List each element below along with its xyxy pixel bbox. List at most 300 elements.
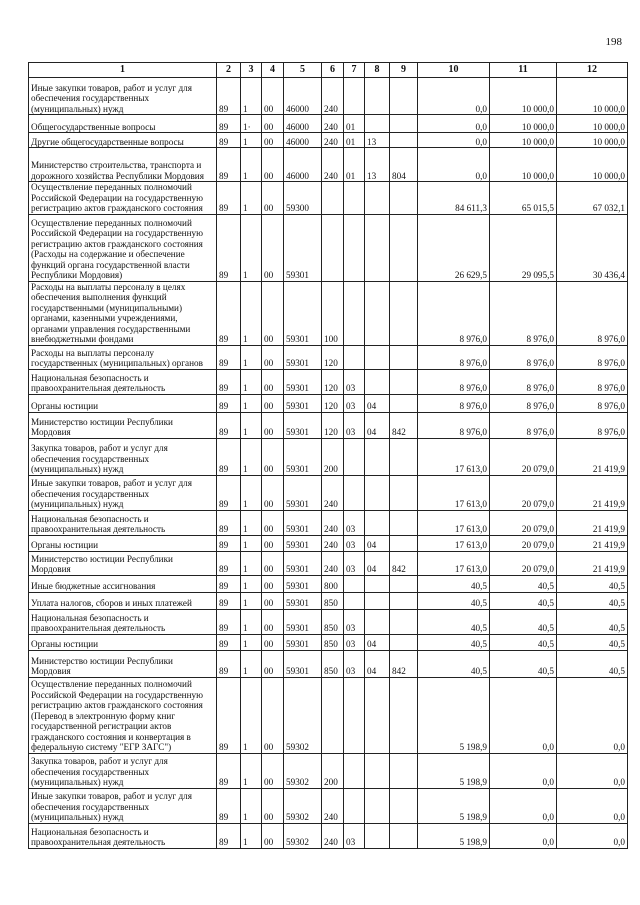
code-cell: 04 [365, 551, 390, 575]
code-cell [390, 438, 418, 475]
code-cell: 1 [241, 345, 262, 369]
code-cell: 89 [217, 475, 241, 510]
table-row [29, 133, 628, 148]
code-cell: 240 [322, 133, 344, 148]
amount-cell: 40,5 [557, 650, 628, 677]
column-header: 3 [241, 63, 262, 78]
code-cell: 00 [262, 182, 284, 215]
code-cell: 46000 [284, 115, 322, 133]
code-cell: 03 [344, 510, 365, 535]
amount-cell: 0,0 [490, 788, 557, 823]
row-name-cell: Иные закупки товаров, работ и услуг для обеспечения государственных (муниципальных) нужд [29, 475, 217, 510]
code-cell: 1 [241, 148, 262, 182]
table-row [29, 677, 628, 753]
code-cell [344, 214, 365, 281]
column-header: 10 [418, 63, 490, 78]
code-cell: 89 [217, 78, 241, 115]
amount-cell: 29 095,5 [490, 214, 557, 281]
code-cell: 850 [322, 634, 344, 650]
code-cell: 1 [241, 369, 262, 394]
code-cell [365, 345, 390, 369]
amount-cell: 10 000,0 [557, 115, 628, 133]
amount-cell: 40,5 [418, 609, 490, 634]
code-cell: 59301 [284, 281, 322, 345]
row-name-cell: Другие общегосударственные вопросы [29, 133, 217, 148]
code-cell: 59301 [284, 592, 322, 609]
code-cell: 89 [217, 394, 241, 412]
code-cell [365, 281, 390, 345]
amount-cell: 5 198,9 [418, 677, 490, 753]
amount-cell: 8 976,0 [490, 394, 557, 412]
code-cell: 00 [262, 677, 284, 753]
code-cell: 120 [322, 412, 344, 438]
amount-cell: 40,5 [418, 650, 490, 677]
row-name-cell: Органы юстиции [29, 535, 217, 551]
amount-cell: 40,5 [557, 634, 628, 650]
code-cell: 240 [322, 788, 344, 823]
code-cell [390, 788, 418, 823]
code-cell: 1 [241, 281, 262, 345]
code-cell: 00 [262, 281, 284, 345]
table-row [29, 182, 628, 215]
code-cell [344, 575, 365, 592]
code-cell: 01 [344, 133, 365, 148]
code-cell: 59302 [284, 788, 322, 823]
amount-cell: 40,5 [418, 634, 490, 650]
code-cell: 00 [262, 438, 284, 475]
code-cell: 03 [344, 650, 365, 677]
row-name-cell: Органы юстиции [29, 394, 217, 412]
amount-cell: 0,0 [557, 823, 628, 848]
code-cell [322, 182, 344, 215]
column-header: 12 [557, 63, 628, 78]
code-cell: 03 [344, 634, 365, 650]
code-cell [365, 823, 390, 848]
code-cell: 1 [241, 788, 262, 823]
code-cell [365, 78, 390, 115]
amount-cell: 10 000,0 [490, 78, 557, 115]
table-row [29, 345, 628, 369]
code-cell: 1 [241, 438, 262, 475]
code-cell: 04 [365, 634, 390, 650]
amount-cell: 20 079,0 [490, 535, 557, 551]
code-cell: 00 [262, 650, 284, 677]
amount-cell: 0,0 [418, 148, 490, 182]
amount-cell: 26 629,5 [418, 214, 490, 281]
code-cell [390, 115, 418, 133]
code-cell: 04 [365, 412, 390, 438]
code-cell [322, 214, 344, 281]
code-cell: 1 [241, 394, 262, 412]
column-header: 8 [365, 63, 390, 78]
amount-cell: 17 613,0 [418, 535, 490, 551]
amount-cell: 8 976,0 [557, 394, 628, 412]
code-cell: 89 [217, 438, 241, 475]
amount-cell: 0,0 [490, 753, 557, 788]
code-cell: 89 [217, 592, 241, 609]
amount-cell: 40,5 [490, 634, 557, 650]
code-cell: 89 [217, 345, 241, 369]
code-cell: 1 [241, 634, 262, 650]
code-cell [344, 677, 365, 753]
code-cell: 240 [322, 475, 344, 510]
code-cell: 200 [322, 753, 344, 788]
code-cell: 89 [217, 753, 241, 788]
amount-cell: 5 198,9 [418, 823, 490, 848]
code-cell: 842 [390, 650, 418, 677]
code-cell: 00 [262, 475, 284, 510]
code-cell: 804 [390, 148, 418, 182]
amount-cell: 0,0 [557, 677, 628, 753]
code-cell: 46000 [284, 78, 322, 115]
code-cell: 59301 [284, 575, 322, 592]
code-cell [365, 788, 390, 823]
code-cell: 13 [365, 133, 390, 148]
amount-cell: 21 419,9 [557, 551, 628, 575]
code-cell: 00 [262, 551, 284, 575]
code-cell: 03 [344, 535, 365, 551]
code-cell: 59301 [284, 650, 322, 677]
amount-cell: 0,0 [418, 133, 490, 148]
code-cell: 800 [322, 575, 344, 592]
amount-cell: 21 419,9 [557, 438, 628, 475]
amount-cell: 40,5 [490, 592, 557, 609]
amount-cell: 17 613,0 [418, 551, 490, 575]
code-cell: 00 [262, 133, 284, 148]
code-cell [365, 115, 390, 133]
code-cell: 89 [217, 182, 241, 215]
code-cell: 1 [241, 412, 262, 438]
code-cell: 00 [262, 214, 284, 281]
code-cell: 59302 [284, 677, 322, 753]
code-cell [390, 634, 418, 650]
row-name-cell: Осуществление переданных полномочий Российской Федерации на государственную регистрацию актов гражданского состояния (Расходы на содержание и обеспечение функций органа государственной власти Республики Мордовия) [29, 214, 217, 281]
table-row [29, 148, 628, 182]
code-cell: 59301 [284, 214, 322, 281]
code-cell [344, 753, 365, 788]
code-cell: 59302 [284, 823, 322, 848]
code-cell [390, 394, 418, 412]
code-cell [365, 475, 390, 510]
code-cell [390, 753, 418, 788]
code-cell: 59302 [284, 753, 322, 788]
row-name-cell: Национальная безопасность и правоохранительная деятельность [29, 369, 217, 394]
column-header: 5 [284, 63, 322, 78]
code-cell: 240 [322, 148, 344, 182]
code-cell: 03 [344, 823, 365, 848]
row-name-cell: Иные закупки товаров, работ и услуг для обеспечения государственных (муниципальных) нужд [29, 788, 217, 823]
amount-cell: 20 079,0 [490, 475, 557, 510]
code-cell: 200 [322, 438, 344, 475]
code-cell: 1 [241, 475, 262, 510]
code-cell: 00 [262, 535, 284, 551]
code-cell: 89 [217, 133, 241, 148]
table-row [29, 438, 628, 475]
code-cell: 01 [344, 148, 365, 182]
amount-cell: 10 000,0 [557, 148, 628, 182]
budget-table [28, 62, 628, 849]
code-cell: 89 [217, 148, 241, 182]
code-cell: 59301 [284, 510, 322, 535]
amount-cell: 8 976,0 [418, 394, 490, 412]
code-cell [344, 182, 365, 215]
amount-cell: 0,0 [418, 78, 490, 115]
code-cell: 1 [241, 214, 262, 281]
column-header: 2 [217, 63, 241, 78]
code-cell: 59301 [284, 369, 322, 394]
code-cell [390, 78, 418, 115]
amount-cell: 30 436,4 [557, 214, 628, 281]
table-row [29, 214, 628, 281]
row-name-cell: Национальная безопасность и правоохранительная деятельность [29, 510, 217, 535]
code-cell: 240 [322, 551, 344, 575]
amount-cell: 8 976,0 [418, 281, 490, 345]
code-cell: 89 [217, 609, 241, 634]
amount-cell: 21 419,9 [557, 510, 628, 535]
amount-cell: 21 419,9 [557, 475, 628, 510]
code-cell: 89 [217, 369, 241, 394]
code-cell: 1 [241, 133, 262, 148]
code-cell: 1 [241, 753, 262, 788]
amount-cell: 8 976,0 [557, 369, 628, 394]
column-header: 11 [490, 63, 557, 78]
amount-cell: 40,5 [557, 609, 628, 634]
amount-cell: 40,5 [557, 575, 628, 592]
code-cell: 59301 [284, 438, 322, 475]
code-cell: 03 [344, 551, 365, 575]
table-body [29, 78, 628, 849]
code-cell [390, 535, 418, 551]
code-cell [365, 609, 390, 634]
amount-cell: 0,0 [490, 823, 557, 848]
row-name-cell: Национальная безопасность и правоохранительная деятельность [29, 609, 217, 634]
row-name-cell: Иные закупки товаров, работ и услуг для обеспечения государственных (муниципальных) нужд [29, 78, 217, 115]
amount-cell: 0,0 [557, 788, 628, 823]
amount-cell: 84 611,3 [418, 182, 490, 215]
table-row [29, 475, 628, 510]
table-row [29, 788, 628, 823]
code-cell: 00 [262, 634, 284, 650]
code-cell: 59301 [284, 394, 322, 412]
amount-cell: 10 000,0 [490, 148, 557, 182]
column-header: 1 [29, 63, 217, 78]
code-cell: 1 [241, 78, 262, 115]
column-header: 7 [344, 63, 365, 78]
row-name-cell: Министерство юстиции Республики Мордовия [29, 650, 217, 677]
code-cell: 120 [322, 394, 344, 412]
code-cell [390, 182, 418, 215]
code-cell: 00 [262, 115, 284, 133]
table-row [29, 650, 628, 677]
code-cell: 1· [241, 115, 262, 133]
code-cell: 59301 [284, 345, 322, 369]
table-row [29, 634, 628, 650]
code-cell [365, 214, 390, 281]
amount-cell: 8 976,0 [418, 412, 490, 438]
amount-cell: 8 976,0 [557, 412, 628, 438]
table-row [29, 412, 628, 438]
code-cell: 850 [322, 609, 344, 634]
code-cell: 03 [344, 369, 365, 394]
code-cell [390, 369, 418, 394]
code-cell: 842 [390, 551, 418, 575]
code-cell [365, 575, 390, 592]
code-cell: 03 [344, 412, 365, 438]
amount-cell: 5 198,9 [418, 788, 490, 823]
code-cell: 240 [322, 510, 344, 535]
code-cell: 89 [217, 115, 241, 133]
code-cell [365, 677, 390, 753]
code-cell [344, 788, 365, 823]
code-cell: 59301 [284, 412, 322, 438]
code-cell: 1 [241, 510, 262, 535]
code-cell: 00 [262, 78, 284, 115]
code-cell: 59301 [284, 535, 322, 551]
row-name-cell: Закупка товаров, работ и услуг для обеспечения государственных (муниципальных) нужд [29, 753, 217, 788]
row-name-cell: Иные бюджетные ассигнования [29, 575, 217, 592]
page-number: 198 [605, 36, 622, 48]
code-cell: 89 [217, 677, 241, 753]
code-cell: 240 [322, 78, 344, 115]
amount-cell: 8 976,0 [418, 345, 490, 369]
code-cell [322, 677, 344, 753]
amount-cell: 0,0 [557, 753, 628, 788]
table-row [29, 78, 628, 115]
table-row [29, 369, 628, 394]
table-row [29, 592, 628, 609]
code-cell: 04 [365, 394, 390, 412]
row-name-cell: Общегосударственные вопросы [29, 115, 217, 133]
code-cell: 1 [241, 823, 262, 848]
code-cell: 240 [322, 823, 344, 848]
code-cell: 00 [262, 575, 284, 592]
amount-cell: 10 000,0 [557, 78, 628, 115]
column-header: 9 [390, 63, 418, 78]
code-cell: 89 [217, 510, 241, 535]
amount-cell: 17 613,0 [418, 438, 490, 475]
code-cell: 240 [322, 115, 344, 133]
code-cell: 00 [262, 823, 284, 848]
code-cell: 89 [217, 650, 241, 677]
code-cell [390, 575, 418, 592]
column-header: 4 [262, 63, 284, 78]
amount-cell: 10 000,0 [557, 133, 628, 148]
table-row [29, 535, 628, 551]
table-row [29, 753, 628, 788]
code-cell: 120 [322, 369, 344, 394]
table-row [29, 510, 628, 535]
code-cell: 00 [262, 394, 284, 412]
code-cell: 1 [241, 182, 262, 215]
code-cell [390, 281, 418, 345]
code-cell [365, 510, 390, 535]
code-cell: 89 [217, 214, 241, 281]
row-name-cell: Национальная безопасность и правоохранительная деятельность [29, 823, 217, 848]
table-row [29, 281, 628, 345]
table-row [29, 609, 628, 634]
code-cell: 89 [217, 535, 241, 551]
amount-cell: 17 613,0 [418, 475, 490, 510]
code-cell [365, 592, 390, 609]
code-cell: 1 [241, 535, 262, 551]
table-row [29, 115, 628, 133]
code-cell: 1 [241, 575, 262, 592]
amount-cell: 8 976,0 [490, 369, 557, 394]
table-row [29, 551, 628, 575]
amount-cell: 21 419,9 [557, 535, 628, 551]
code-cell: 59300 [284, 182, 322, 215]
amount-cell: 8 976,0 [490, 345, 557, 369]
row-name-cell: Министерство юстиции Республики Мордовия [29, 412, 217, 438]
amount-cell: 40,5 [418, 592, 490, 609]
code-cell: 89 [217, 575, 241, 592]
table-row [29, 575, 628, 592]
amount-cell: 40,5 [490, 609, 557, 634]
code-cell [344, 438, 365, 475]
code-cell [344, 78, 365, 115]
code-cell: 00 [262, 592, 284, 609]
code-cell [390, 592, 418, 609]
code-cell: 03 [344, 394, 365, 412]
code-cell: 120 [322, 345, 344, 369]
code-cell: 1 [241, 551, 262, 575]
code-cell [390, 677, 418, 753]
code-cell [344, 475, 365, 510]
amount-cell: 10 000,0 [490, 115, 557, 133]
code-cell: 1 [241, 592, 262, 609]
row-name-cell: Закупка товаров, работ и услуг для обеспечения государственных (муниципальных) нужд [29, 438, 217, 475]
code-cell: 1 [241, 677, 262, 753]
code-cell [390, 214, 418, 281]
code-cell: 89 [217, 788, 241, 823]
code-cell: 89 [217, 281, 241, 345]
code-cell: 04 [365, 650, 390, 677]
column-header: 6 [322, 63, 344, 78]
code-cell: 46000 [284, 148, 322, 182]
row-name-cell: Органы юстиции [29, 634, 217, 650]
amount-cell: 65 015,5 [490, 182, 557, 215]
code-cell: 1 [241, 650, 262, 677]
amount-cell: 40,5 [557, 592, 628, 609]
amount-cell: 20 079,0 [490, 551, 557, 575]
code-cell: 04 [365, 535, 390, 551]
row-name-cell: Осуществление переданных полномочий Российской Федерации на государственную регистрацию актов гражданского состояния (Перевод в электронную форму книг государственной регистрации актов гражданского состояния и конвертация в федеральную систему "ЕГР ЗАГС") [29, 677, 217, 753]
code-cell: 00 [262, 369, 284, 394]
code-cell [365, 369, 390, 394]
row-name-cell: Министерство строительства, транспорта и дорожного хозяйства Республики Мордовия [29, 148, 217, 182]
amount-cell: 20 079,0 [490, 438, 557, 475]
code-cell: 89 [217, 823, 241, 848]
amount-cell: 67 032,1 [557, 182, 628, 215]
code-cell: 13 [365, 148, 390, 182]
code-cell [390, 609, 418, 634]
code-cell: 46000 [284, 133, 322, 148]
code-cell: 842 [390, 412, 418, 438]
code-cell: 59301 [284, 551, 322, 575]
code-cell: 89 [217, 634, 241, 650]
code-cell [390, 133, 418, 148]
code-cell: 00 [262, 148, 284, 182]
amount-cell: 40,5 [418, 575, 490, 592]
row-name-cell: Расходы на выплаты персоналу в целях обеспечения выполнения функций государственными (муниципальными) органами, казенными учреждениями, органами управления государственными внебюджетными фондами [29, 281, 217, 345]
table-row [29, 823, 628, 848]
code-cell: 59301 [284, 634, 322, 650]
amount-cell: 8 976,0 [418, 369, 490, 394]
amount-cell: 20 079,0 [490, 510, 557, 535]
code-cell: 00 [262, 510, 284, 535]
code-cell: 850 [322, 592, 344, 609]
code-cell [365, 182, 390, 215]
